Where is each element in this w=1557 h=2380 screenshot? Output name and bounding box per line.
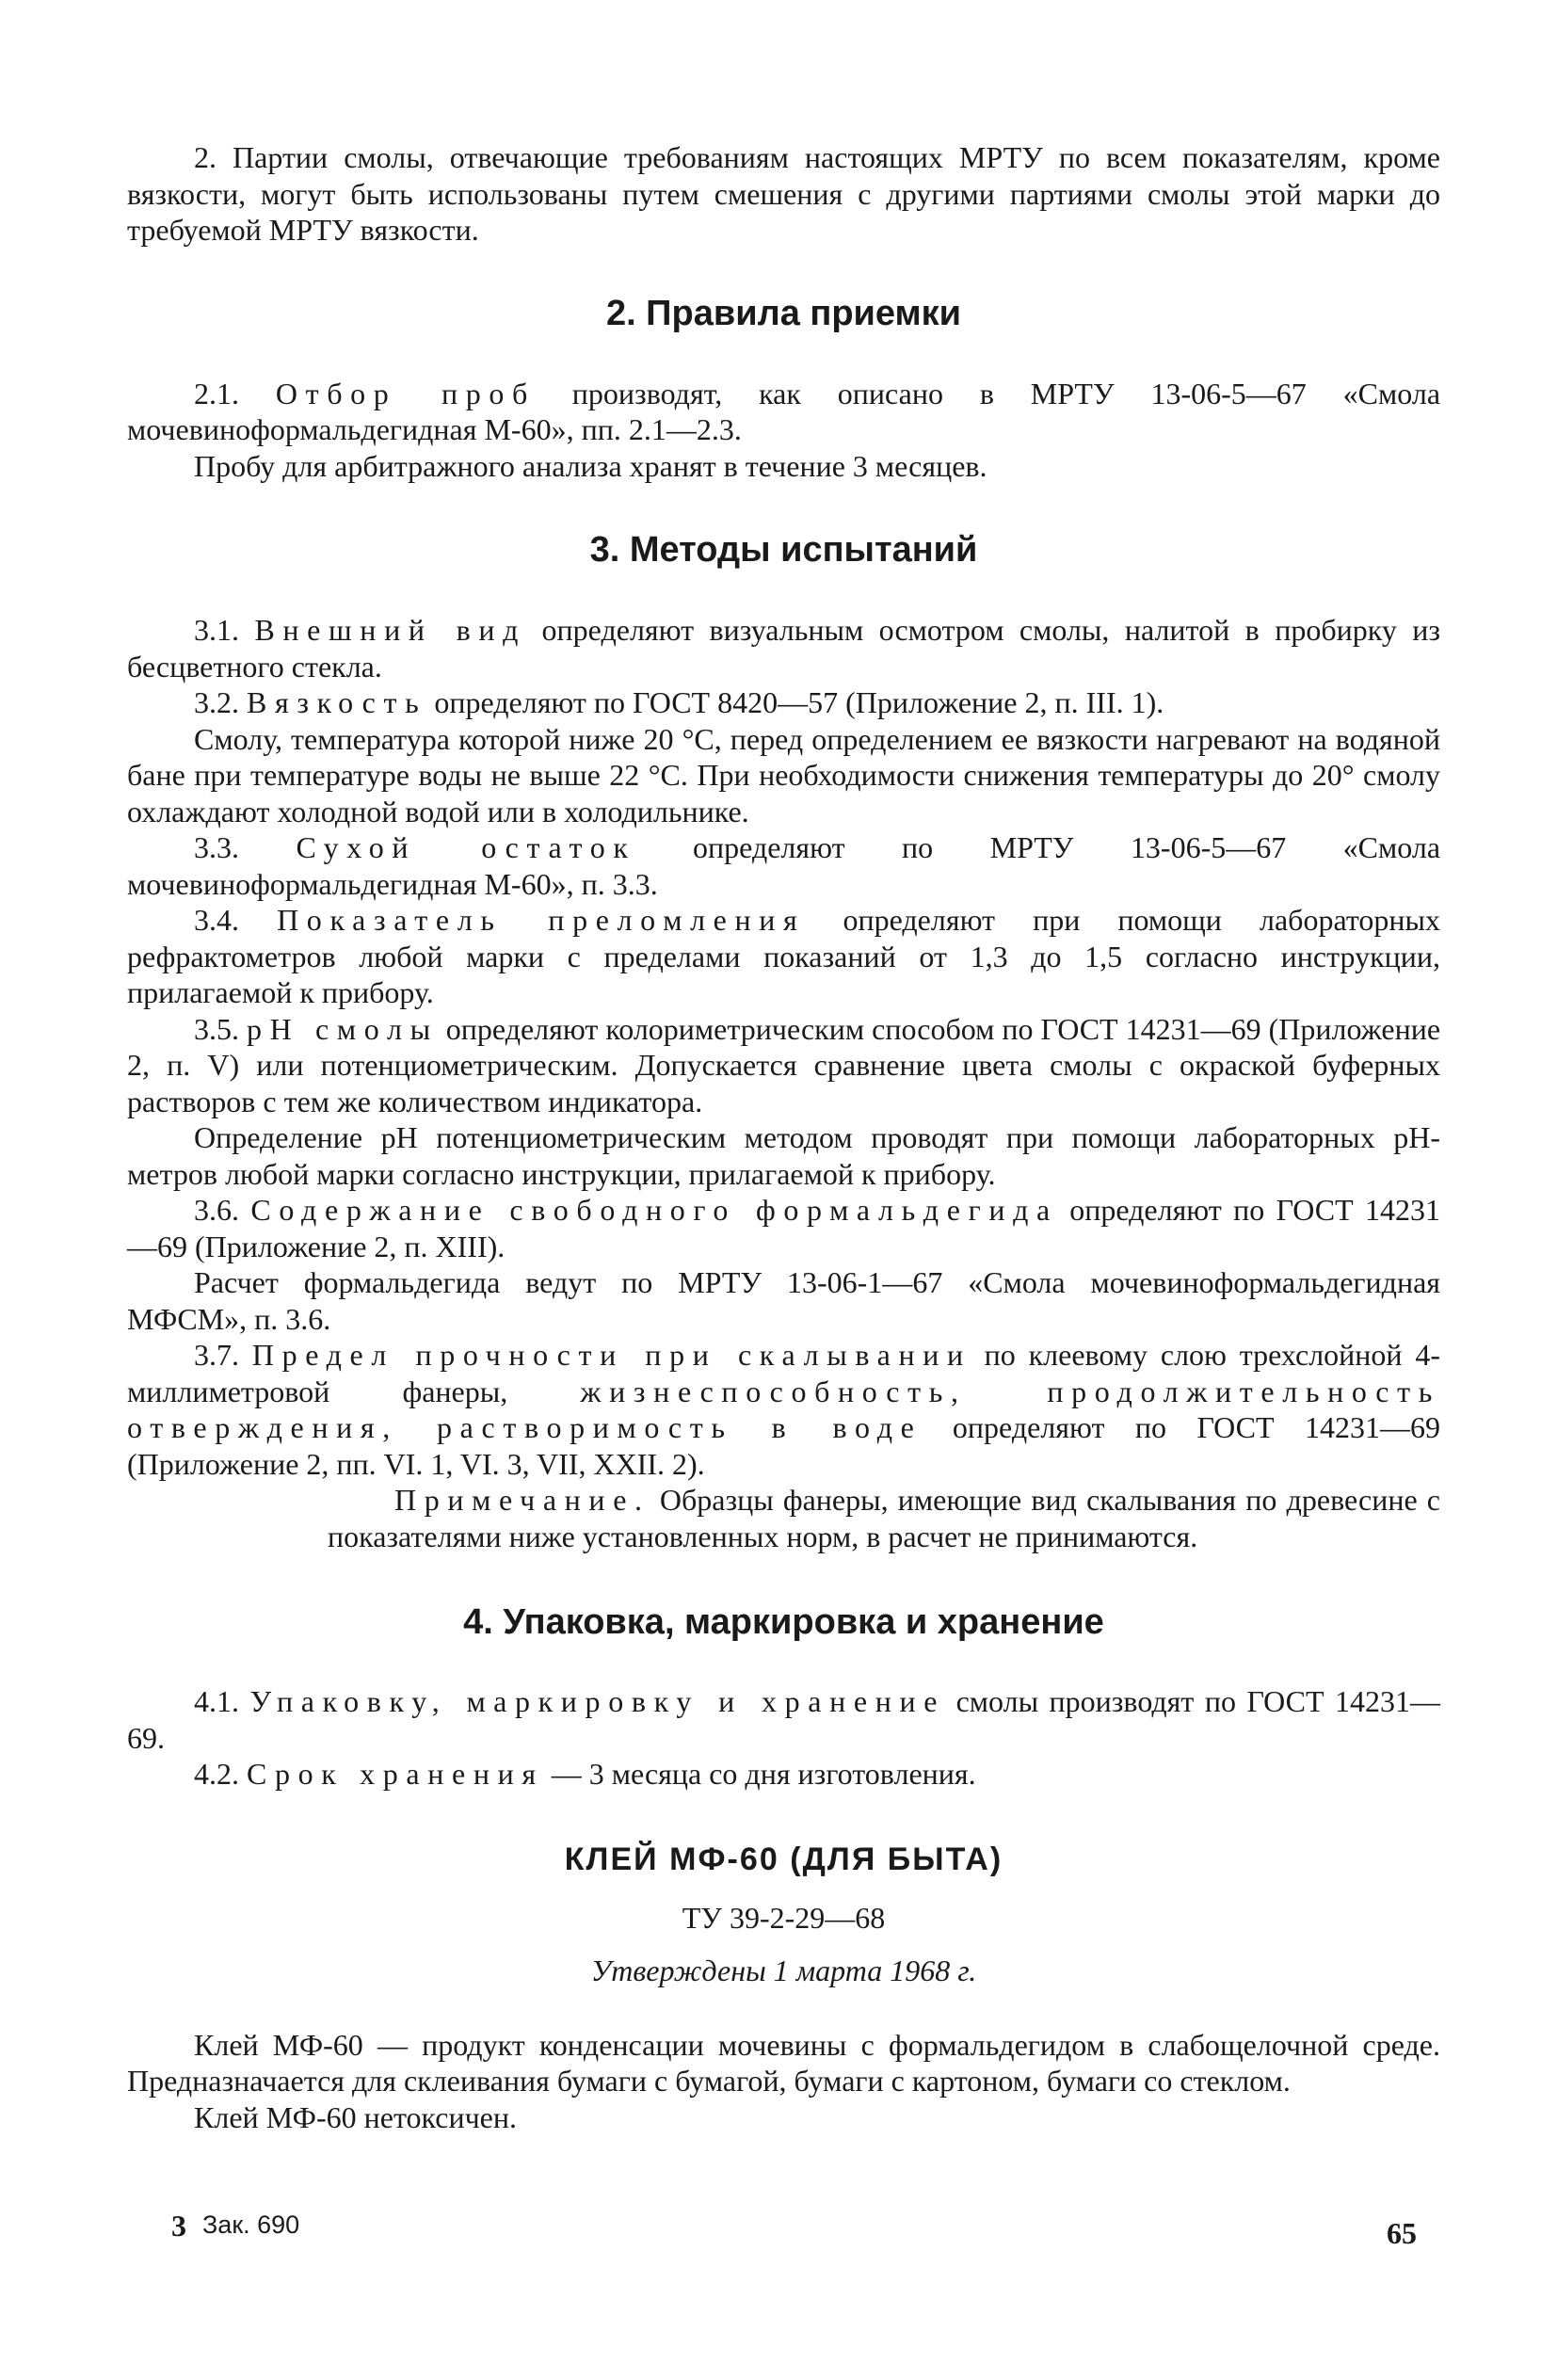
- spec-number: ТУ 39-2-29—68: [682, 1900, 886, 1935]
- order-number: Зак. 690: [202, 2211, 300, 2239]
- product-heading: КЛЕЙ МФ-60 (ДЛЯ БЫТА): [564, 1841, 1003, 1877]
- paragraph-3-6: 3.6. Содержание свободного формальдегида определяют по ГОСТ 14231—69 (Приложение 2, п. XIII).: [127, 1193, 1441, 1263]
- paragraph-3-5-extra: Определение рН потенциометрическим методом проводят при помощи лабораторных рН-метров любой марки согласно инструкции, прилагаемой к прибору.: [127, 1120, 1440, 1191]
- paragraph-2-1: 2.1. Отбор проб производят, как описано в МРТУ 13-06-5—67 «Смола мочевиноформальдегидная М-60», пп. 2.1—2.3.: [127, 376, 1441, 446]
- paragraph-3-2-extra: Смолу, температура которой ниже 20 °С, перед определением ее вязкости нагревают на водяной бане при температуре воды не выше 22 °С. При необходимости снижения температуры до 20° смолу охлаждают холодной водой или в холодильнике.: [127, 721, 1440, 828]
- paragraph-4-2: 4.2. Срок хранения — 3 месяца со дня изготовления.: [194, 1757, 976, 1791]
- paragraph-3-4: 3.4. Показатель преломления определяют при помощи лабораторных рефрактометров любой марки с пределами показаний от 1,3 до 1,5 согласно инструкции, прилагаемой к прибору.: [127, 903, 1440, 1009]
- term-shear-strength: Предел прочности при скалывании: [251, 1338, 971, 1372]
- paragraph-3-1: 3.1. Внешний вид определяют визуальным осмотром смолы, налитой в пробирку из бесцветного стекла.: [127, 613, 1441, 683]
- page-number: 65: [1387, 2216, 1417, 2250]
- product-toxicity: Клей МФ-60 нетоксичен.: [194, 2099, 517, 2134]
- term-refractive-index: Показатель преломления: [277, 903, 806, 937]
- section-2-heading: 2. Правила приемки: [605, 293, 962, 333]
- term-free-formaldehyde: Содержание свободного формальдегида: [250, 1193, 1058, 1227]
- paragraph-4-1: 4.1. Упаковку, маркировку и хранение смолы производят по ГОСТ 14231—69.: [127, 1684, 1441, 1755]
- paragraph-2-1-extra: Пробу для арбитражного анализа хранят в течение 3 месяцев.: [194, 448, 987, 483]
- term-pot-life: жизнеспособность, продолжительность отверждения, растворимость в воде: [127, 1374, 1440, 1444]
- intro-paragraph: 2. Партии смолы, отвечающие требованиям настоящих МРТУ по всем показателям, кроме вязкости, могут быть использованы путем смешения с другими партиями смолы этой марки до требуемой МРТУ вязкости.: [127, 140, 1440, 247]
- product-description: Клей МФ-60 — продукт конденсации мочевины с формальдегидом в слабощелочной среде. Предназначается для склеивания бумаги с бумагой, бумаги с картоном, бумаги со стеклом.: [127, 2027, 1440, 2098]
- paragraph-3-2: 3.2. Вязкость определяют по ГОСТ 8420—57 (Приложение 2, п. III. 1).: [194, 685, 1164, 719]
- section-4-heading: 4. Упаковка, маркировка и хранение: [463, 1602, 1104, 1642]
- term-viscosity: Вязкость: [247, 685, 427, 719]
- term-appearance: Внешний вид: [254, 613, 527, 647]
- section-3-heading: 3. Методы испытаний: [589, 530, 978, 570]
- term-sampling: Отбор проб: [275, 376, 536, 410]
- approval-date: Утверждены 1 марта 1968 г.: [590, 1954, 977, 1987]
- term-ph: рН смолы: [247, 1011, 439, 1046]
- term-packing: Упаковку, маркировку и хранение: [249, 1684, 946, 1718]
- note: Примечание. Образцы фанеры, имеющие вид скалывания по древесине с показателями ниже установленных норм, в расчет не принимаются.: [328, 1483, 1440, 1553]
- paragraph-3-3: 3.3. Сухой остаток определяют по МРТУ 13-06-5—67 «Смола мочевиноформальдегидная М-60», п. 3.3.: [127, 830, 1441, 901]
- note-label: Примечание.: [394, 1483, 650, 1517]
- signature-number: 3: [171, 2209, 186, 2243]
- paragraph-3-7: 3.7. Предел прочности при скалывании по клеевому слою трехслойной 4-миллиметровой фанеры, жизнеспособность, продолжительность отверждения, растворимость в воде определяют по ГОСТ 14231—69 (Приложение 2, пп. VI. 1, VI. 3, VII, XXII. 2).: [127, 1338, 1441, 1481]
- paragraph-3-5: 3.5. рН смолы определяют колориметрическим способом по ГОСТ 14231—69 (Приложение 2, п. V) или потенциометрическим. Допускается сравнение цвета смолы с окраской буферных растворов с тем же количеством индикатора.: [127, 1011, 1441, 1118]
- page-footer: [0, 2209, 1557, 2265]
- paragraph-3-6-extra: Расчет формальдегида ведут по МРТУ 13-06-1—67 «Смола мочевиноформальдегидная МФСМ», п. 3.6.: [127, 1265, 1440, 1336]
- term-dry-residue: Сухой остаток: [296, 830, 636, 864]
- term-shelf-life: Срок хранения: [247, 1757, 544, 1791]
